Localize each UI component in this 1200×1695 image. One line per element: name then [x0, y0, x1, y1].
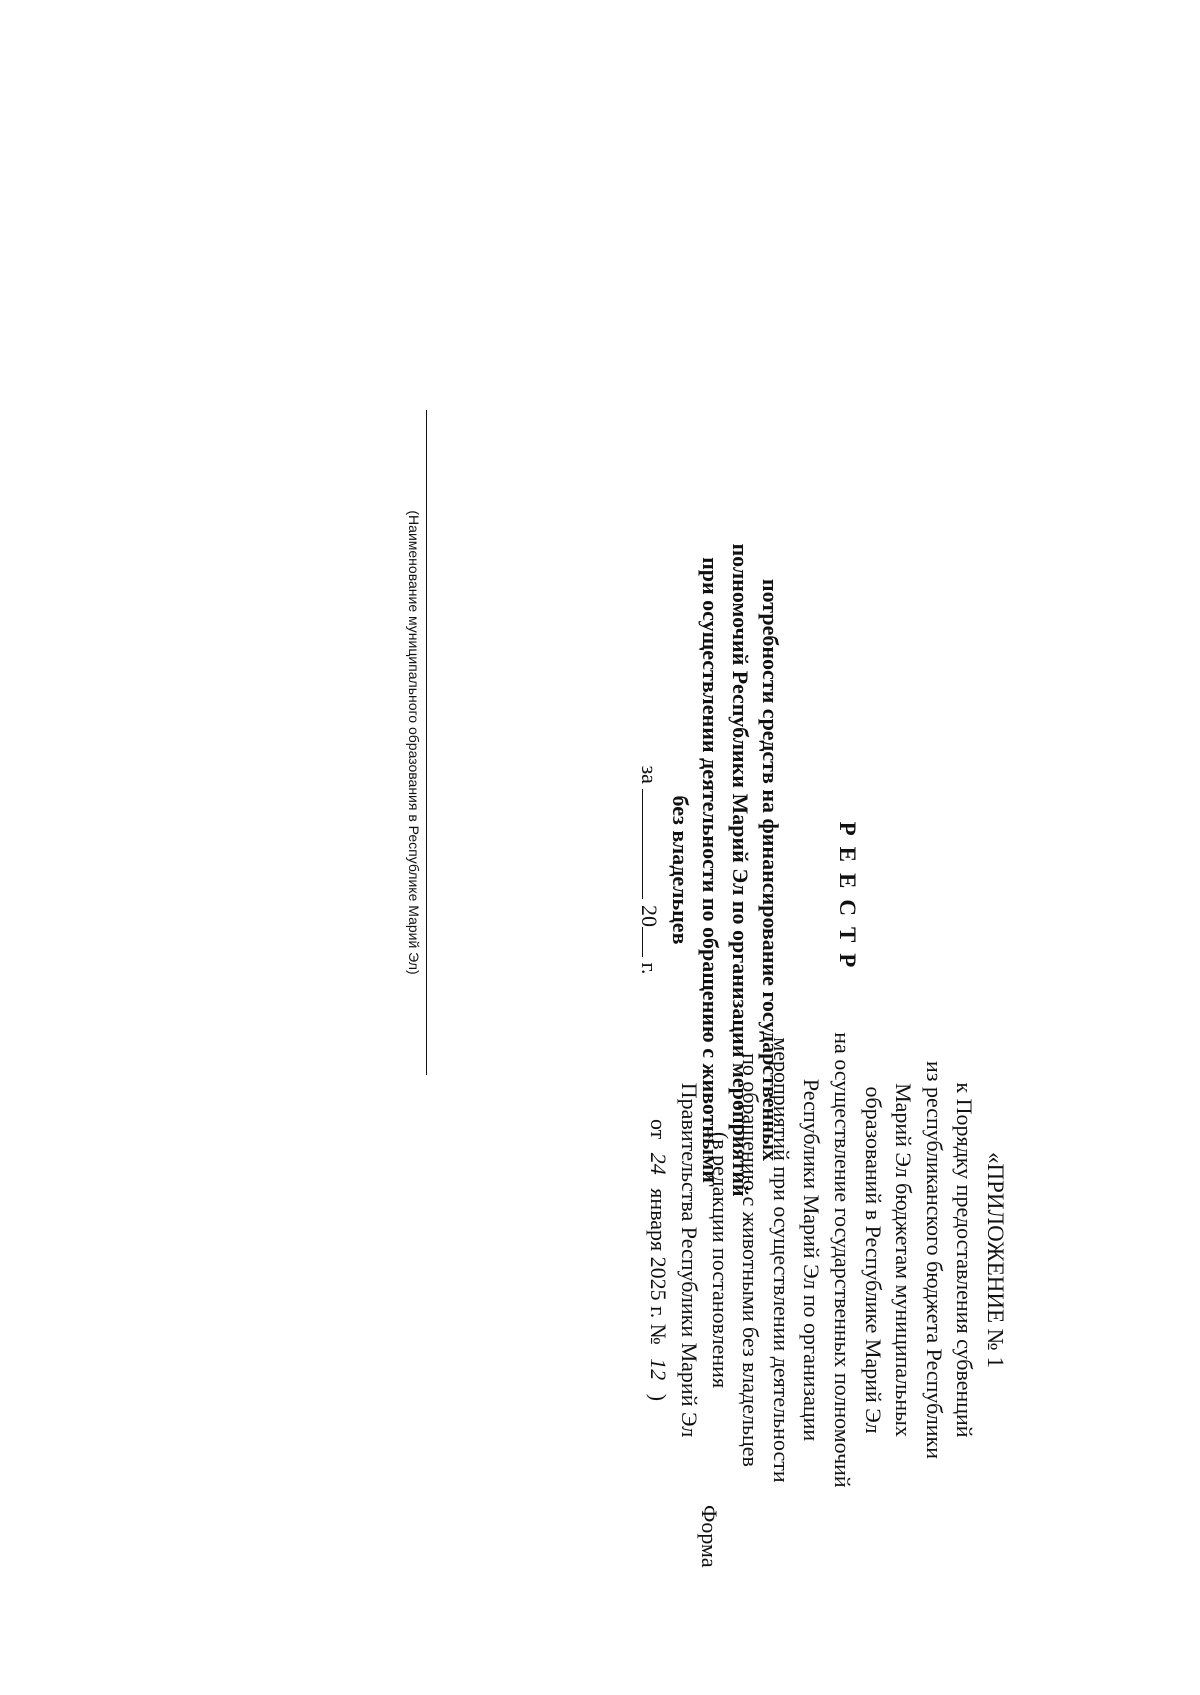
registry-subtitle [665, 520, 785, 1220]
registry-subtitle-line: полномочий Республики Марий Эл по организации мероприятий [728, 543, 753, 1197]
period-blank[interactable] [642, 789, 661, 899]
date-prefix: от [646, 1118, 672, 1140]
date-middle: января 2025 г. № [646, 1188, 672, 1345]
municipality-name-caption: (Наименование муниципального образования в Республике Марий Эл) [406, 510, 422, 975]
registry-subtitle-line: потребности средств на финансирование государственных [758, 578, 783, 1162]
registry-subtitle-line: без владельцев [668, 795, 693, 945]
appendix-line: Марий Эл бюджетам муниципальных [891, 1083, 917, 1437]
period-prefix: за [637, 765, 662, 784]
appendix-line: мероприятий при осуществлении деятельности [768, 1037, 794, 1483]
date-number: 12 [646, 1358, 672, 1381]
appendix-line: из республиканского бюджета Республики [921, 1060, 947, 1460]
period-suffix: г. [637, 962, 662, 975]
appendix-line: к Порядку предоставления субвенций [952, 1082, 978, 1438]
appendix-line: по обращению с животными без владельцев [738, 1053, 764, 1467]
date-day: 24 [646, 1152, 672, 1175]
date-suffix: ) [646, 1393, 672, 1402]
appendix-line: Республики Марий Эл по организации [799, 1078, 825, 1442]
municipality-name-line[interactable] [426, 410, 427, 1075]
form-label: Форма [697, 1505, 722, 1568]
appendix-line: (в редакции постановления [707, 1131, 733, 1389]
registry-subtitle-line: при осуществлении деятельности по обращению с животными [698, 557, 723, 1183]
appendix-line: Правительства Республики Марий Эл [677, 1082, 703, 1438]
registry-heading: РЕЕСТР [835, 821, 860, 979]
appendix-line: образований в Республике Марий Эл [860, 1086, 886, 1434]
appendix-line: на осуществление государственных полномочий [830, 1032, 856, 1488]
period-year-prefix: 20 [637, 904, 662, 927]
appendix-title: «ПРИЛОЖЕНИЕ № 1 [983, 1151, 1008, 1369]
year-blank[interactable] [642, 927, 661, 957]
period-line [636, 520, 662, 1220]
